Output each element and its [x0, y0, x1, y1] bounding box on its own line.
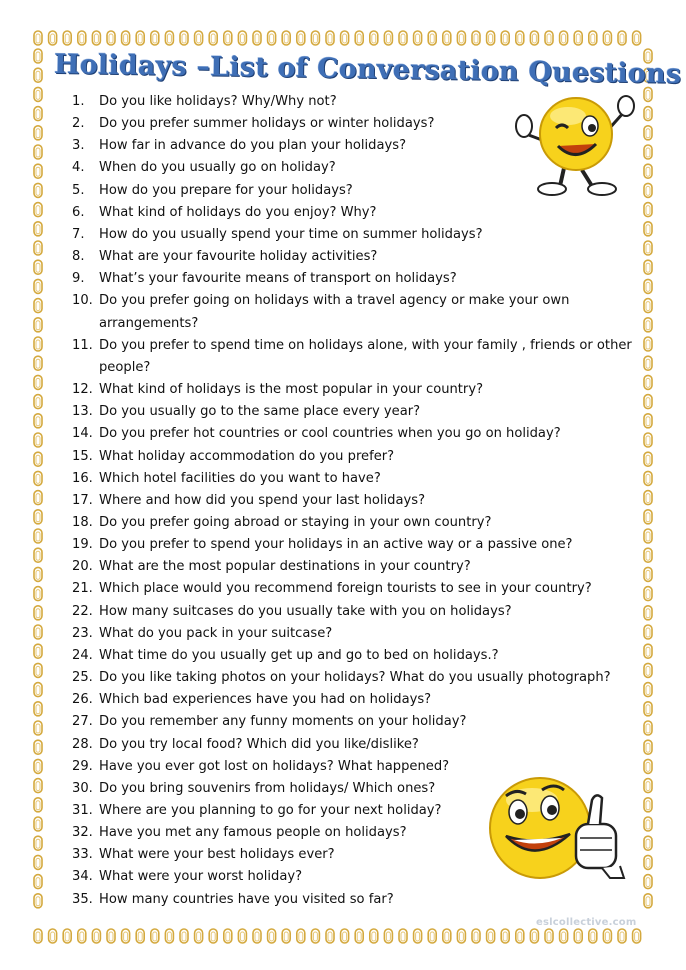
question-number: 2.	[72, 116, 85, 132]
question-text: Where are you planning to go for your next holiday?	[99, 803, 442, 818]
thumbs-up-smiley-icon	[484, 766, 632, 886]
question-text: What were your best holidays ever?	[99, 847, 335, 863]
question-number: 28.	[72, 736, 93, 752]
question-number: 25.	[72, 670, 93, 686]
question-number: 11.	[72, 337, 93, 353]
question-number: 1.	[72, 94, 85, 109]
question-text: What’s your favourite means of transport on holidays?	[99, 271, 457, 287]
question-number: 34.	[72, 869, 93, 885]
question-item	[72, 335, 632, 379]
question-text: Do you prefer going abroad or staying in your own country?	[99, 514, 492, 530]
question-text: Have you ever got lost on holidays? What happened?	[99, 758, 450, 774]
question-text: Do you remember any funny moments on your holiday?	[99, 714, 467, 730]
question-number: 29.	[72, 758, 93, 774]
question-number: 27.	[72, 714, 93, 730]
question-number: 24.	[72, 647, 93, 663]
question-number: 6.	[72, 204, 85, 220]
question-item	[72, 290, 632, 334]
question-text: Which bad experiences have you had on holidays?	[99, 692, 432, 708]
question-text: Do you like holidays? Why/Why not?	[99, 94, 337, 109]
question-number: 31.	[72, 803, 93, 818]
question-number: 8.	[72, 249, 85, 265]
question-item	[72, 556, 632, 578]
question-item	[72, 667, 632, 689]
question-text: Do you prefer hot countries or cool countries when you go on holiday?	[99, 426, 561, 442]
question-number: 30.	[72, 780, 93, 796]
watermark: eslcollective.com	[536, 917, 637, 928]
question-item	[72, 889, 632, 911]
question-item	[72, 689, 632, 711]
question-number: 23.	[72, 625, 93, 641]
question-text: Do you prefer to spend your holidays in an active way or a passive one?	[99, 537, 573, 553]
question-number: 19.	[72, 537, 93, 553]
question-text: Do you usually go to the same place every year?	[99, 404, 421, 420]
question-item	[72, 645, 632, 667]
question-text: Where and how did you spend your last holidays?	[99, 492, 426, 508]
question-item	[72, 379, 632, 401]
question-text: Which hotel facilities do you want to have?	[99, 470, 381, 486]
question-item	[72, 711, 632, 733]
question-number: 18.	[72, 514, 93, 530]
question-item	[72, 512, 632, 534]
question-text: Do you try local food? Which did you like/dislike?	[99, 736, 419, 752]
question-number: 4.	[72, 160, 85, 176]
question-number: 12.	[72, 382, 93, 398]
question-number: 3.	[72, 138, 85, 154]
question-item	[72, 578, 632, 600]
question-item	[72, 734, 632, 756]
question-text: What do you pack in your suitcase?	[99, 625, 333, 641]
question-text: Which place would you recommend foreign tourists to see in your country?	[99, 581, 592, 597]
question-item	[72, 490, 632, 512]
question-number: 16.	[72, 470, 93, 486]
question-item	[72, 468, 632, 490]
question-number: 35.	[72, 891, 93, 907]
question-item	[72, 423, 632, 445]
question-item	[72, 268, 632, 290]
question-text: How do you prepare for your holidays?	[99, 182, 353, 198]
question-text: What holiday accommodation do you prefer?	[99, 448, 395, 464]
question-number: 26.	[72, 692, 93, 708]
question-number: 33.	[72, 847, 93, 863]
question-item	[72, 401, 632, 423]
question-text: What kind of holidays is the most popular in your country?	[99, 382, 484, 398]
question-text: What are your favourite holiday activities?	[99, 249, 378, 265]
question-item	[72, 601, 632, 623]
question-number: 21.	[72, 581, 93, 597]
question-text: Do you prefer to spend time on holidays alone, with your family , friends or other people?	[99, 337, 632, 375]
question-item	[72, 623, 632, 645]
question-item	[72, 446, 632, 468]
question-text: How far in advance do you plan your holidays?	[99, 138, 407, 154]
question-text: Do you prefer summer holidays or winter holidays?	[99, 116, 435, 132]
question-text: When do you usually go on holiday?	[99, 160, 336, 176]
question-number: 14.	[72, 426, 93, 442]
question-text: What are the most popular destinations in your country?	[99, 559, 471, 575]
question-number: 32.	[72, 825, 93, 841]
question-text: Have you met any famous people on holidays?	[99, 825, 407, 841]
question-number: 7.	[72, 226, 85, 242]
question-text: How do you usually spend your time on summer holidays?	[99, 226, 483, 242]
question-item	[72, 202, 632, 224]
question-text: Do you prefer going on holidays with a travel agency or make your own arrangements?	[99, 293, 570, 331]
question-number: 22.	[72, 603, 93, 619]
question-number: 20.	[72, 559, 93, 575]
question-text: What time do you usually get up and go to bed on holidays.?	[99, 647, 499, 663]
page-title: Holidays –List of Conversation Questions	[53, 49, 682, 90]
question-text: What were your worst holiday?	[99, 869, 303, 885]
winking-smiley-icon	[512, 90, 640, 198]
question-number: 13.	[72, 404, 93, 420]
question-item	[72, 246, 632, 268]
question-number: 10.	[72, 293, 93, 309]
question-text: How many suitcases do you usually take with you on holidays?	[99, 603, 512, 619]
question-number: 15.	[72, 448, 93, 464]
question-item	[72, 534, 632, 556]
question-text: What kind of holidays do you enjoy? Why?	[99, 204, 377, 220]
question-number: 17.	[72, 492, 93, 508]
question-text: Do you like taking photos on your holidays? What do you usually photograph?	[99, 670, 611, 686]
question-text: Do you bring souvenirs from holidays/ Which ones?	[99, 780, 436, 796]
question-text: How many countries have you visited so far?	[99, 891, 394, 907]
question-number: 9.	[72, 271, 85, 287]
question-number: 5.	[72, 182, 85, 198]
question-item	[72, 224, 632, 246]
